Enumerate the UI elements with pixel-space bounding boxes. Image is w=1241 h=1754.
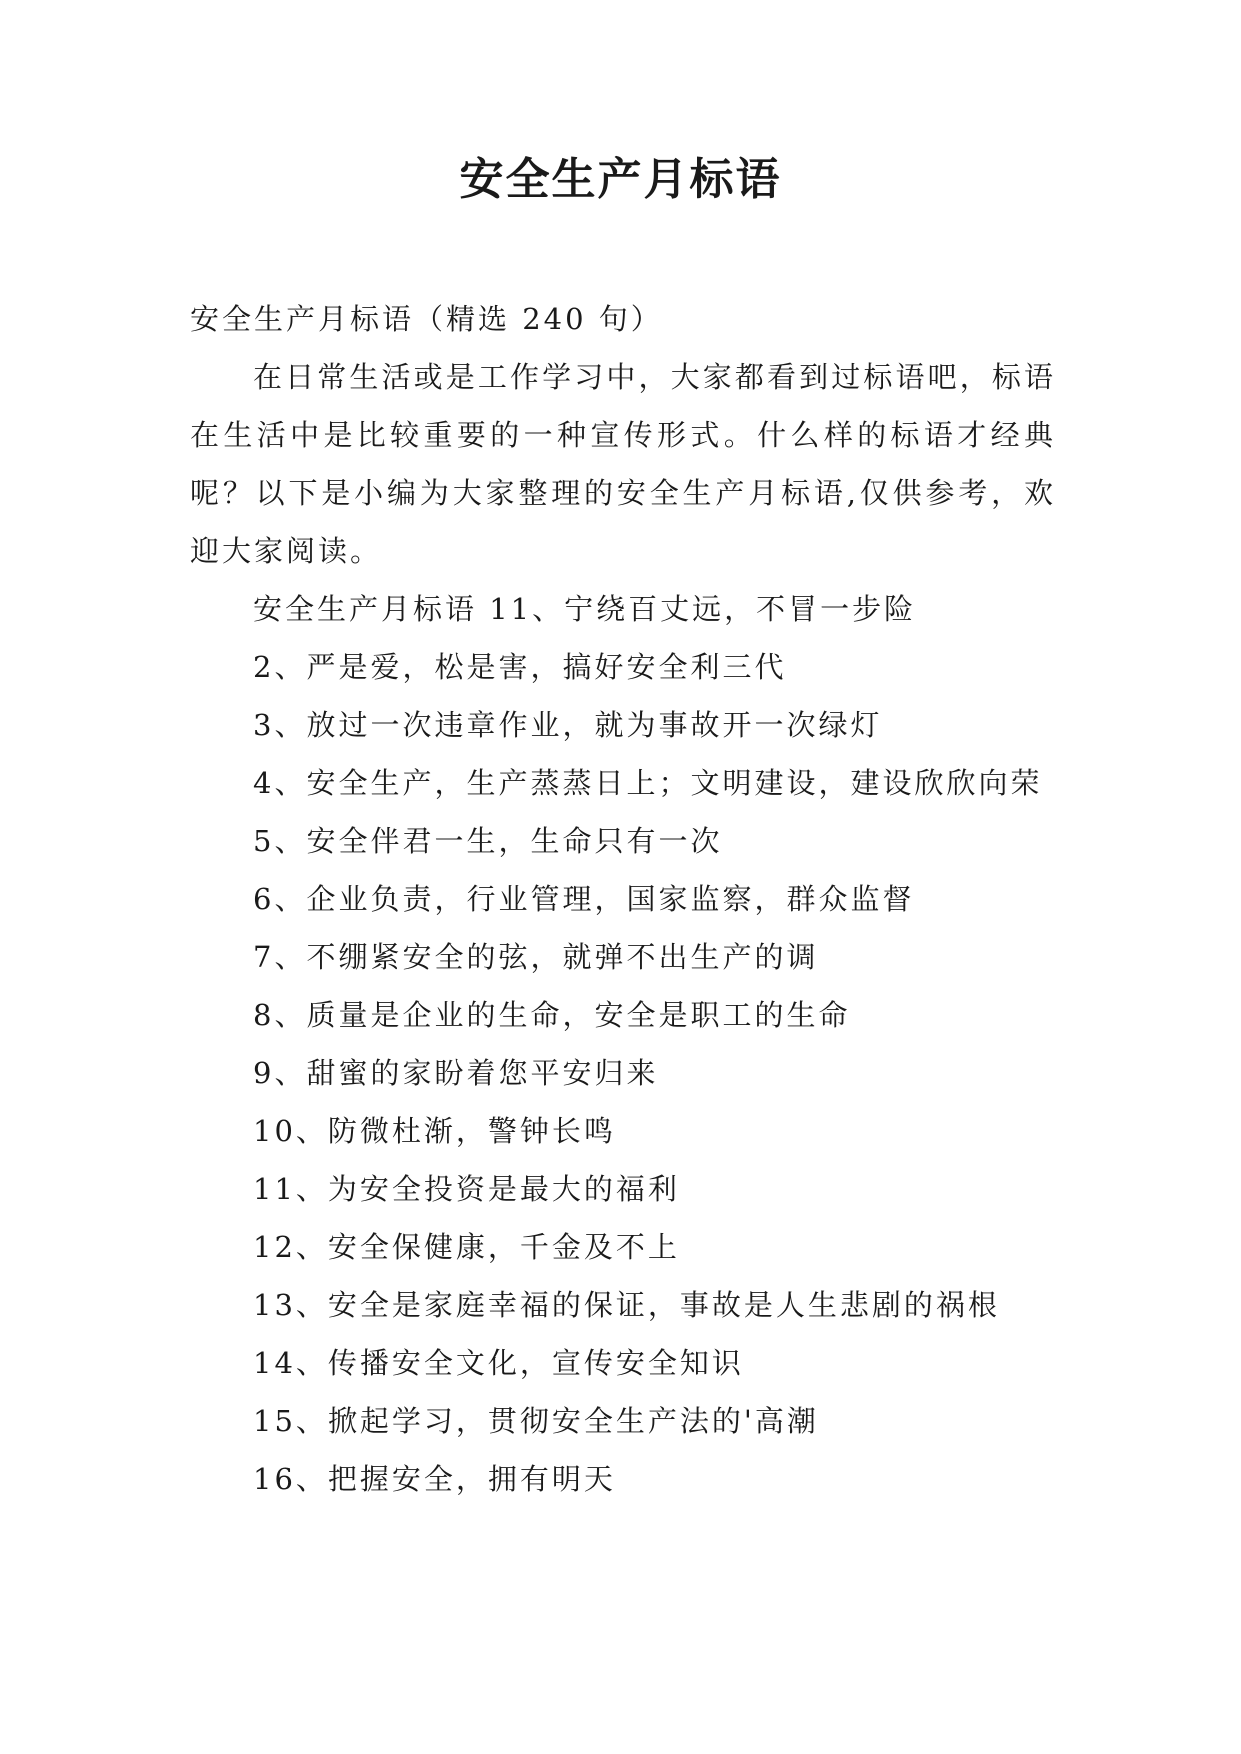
slogan-item: 7、不绷紧安全的弦，就弹不出生产的调 <box>253 940 819 974</box>
intro-paragraph: 在日常生活或是工作学习中，大家都看到过标语吧，标语在生活中是比较重要的一种宣传形式。什么样的标语才经典呢？以下是小编为大家整理的安全生产月标语,仅供参考，欢迎大家阅读。 <box>190 360 1056 568</box>
slogan-item: 16、把握安全，拥有明天 <box>253 1462 616 1496</box>
slogan-item: 2、严是爱，松是害，搞好安全利三代 <box>253 650 787 684</box>
slogan-item: 12、安全保健康，千金及不上 <box>253 1230 680 1264</box>
section-heading-line <box>190 580 1056 638</box>
slogan-item: 9、甜蜜的家盼着您平安归来 <box>253 1056 659 1090</box>
slogan-item: 3、放过一次违章作业，就为事故开一次绿灯 <box>253 708 883 742</box>
slogan-item: 1、宁绕百丈远，不冒一步险 <box>510 592 917 626</box>
slogan-item: 4、安全生产，生产蒸蒸日上；文明建设，建设欣欣向荣 <box>253 766 1043 800</box>
slogan-item: 5、安全伴君一生，生命只有一次 <box>253 824 723 858</box>
slogan-item: 8、质量是企业的生命，安全是职工的生命 <box>253 998 851 1032</box>
slogan-item: 10、防微杜渐，警钟长鸣 <box>253 1114 616 1148</box>
slogan-item: 14、传播安全文化，宣传安全知识 <box>253 1346 744 1380</box>
document-subtitle: 安全生产月标语（精选 240 句） <box>190 302 663 336</box>
slogan-item: 11、为安全投资是最大的福利 <box>253 1172 680 1206</box>
document-body <box>190 290 1056 1508</box>
slogan-item: 13、安全是家庭幸福的保证，事故是人生悲剧的祸根 <box>253 1288 1000 1322</box>
slogan-item: 6、企业负责，行业管理，国家监察，群众监督 <box>253 882 915 916</box>
slogan-item: 15、掀起学习，贯彻安全生产法的'高潮 <box>253 1404 819 1438</box>
page-title: 安全生产月标语 <box>459 154 782 205</box>
section-heading: 安全生产月标语 1 <box>253 592 511 626</box>
